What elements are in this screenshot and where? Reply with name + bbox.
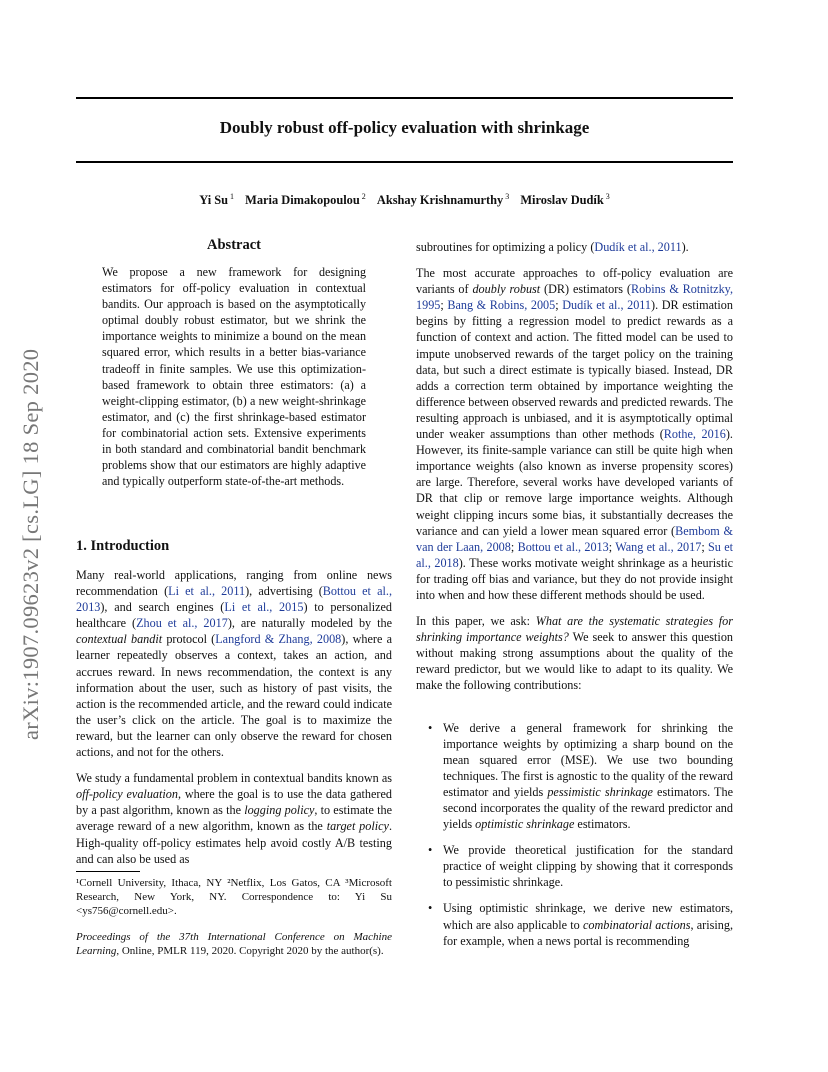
contributions-list — [428, 720, 733, 949]
citation-link[interactable]: Wang et al., 2017 — [615, 539, 702, 554]
bullet-icon: • — [428, 901, 433, 916]
author-list — [76, 192, 733, 208]
citation-link[interactable]: Li et al., 2015 — [224, 600, 304, 615]
citation-link[interactable]: Bang & Robins, 2005 — [447, 298, 556, 313]
list-item: • We provide theoretical justification for the standard practice of weight clipping by showing that it corresponds to pessimistic shrinkage. — [428, 843, 733, 890]
paper-title: Doubly robust off-policy evaluation with shrinkage — [219, 118, 590, 137]
citation-link[interactable]: Rothe, 2016 — [663, 427, 726, 442]
arxiv-identifier: arXiv:1907.09623v2 [cs.LG] 18 Sep 2020 — [18, 348, 43, 740]
bullet-icon: • — [428, 843, 433, 858]
left-column-body — [76, 567, 392, 877]
top-rule — [76, 97, 733, 99]
proceedings-note: Proceedings of the 37th International Conference on Machine Learning, Online, PMLR 119, 2020. Copyright 2020 by the author(s). — [76, 931, 392, 957]
right-column-body — [416, 239, 733, 959]
abstract-heading: Abstract — [207, 237, 261, 253]
right-paragraph-0: subroutines for optimizing a policy (Dudík et al., 2011). — [416, 240, 689, 254]
right-paragraph-2: In this paper, we ask: What are the systematic strategies for shrinking importance weights? We seek to answer this question without making strong assumptions about the quality of the reward predictor, but we would like to adapt to its quality. We make the following contributions: — [416, 614, 734, 693]
citation-link[interactable]: Su et al., 2018 — [416, 539, 734, 570]
citation-link[interactable]: Dudík et al., 2011 — [562, 298, 652, 313]
bullet-icon: • — [428, 720, 433, 735]
section-heading-introduction: 1. Introduction — [76, 538, 170, 554]
title-bottom-rule — [76, 161, 733, 163]
list-item: • We derive a general framework for shrinking the importance weights by optimizing a sharp bound on the mean squared error (MSE). We use two bounding techniques. The first is agnostic to the quality of the reward estimator and yields pessimistic shrinkage estimators. The second incorporates the quality of the reward predictor and yields optimistic shrinkage estimators. — [428, 720, 733, 832]
citation-link[interactable]: Dudík et al., 2011 — [594, 240, 682, 254]
citation-link[interactable]: Bottou et al., 2013 — [76, 584, 392, 615]
citation-link[interactable]: Robins & Rotnitzky, 1995 — [416, 282, 734, 313]
right-paragraph-1: The most accurate approaches to off-policy evaluation are variants of doubly robust (DR) estimators (Robins & Rotnitzky, 1995; Bang & Robins, 2005; Dudík et al., 2011). DR estimation begins by fitting a regression model to predict rewards as a function of context and action. The fitted model can be used to impute unobserved rewards of the target policy on the training data, but such a direct estimate is typically biased. Instead, DR adds a correction term obtained by importance weighting the difference between observed rewards and predicted rewards. The resulting approach is unbiased, and it is asymptotically optimal under weaker assumptions than other methods (Rothe, 2016). However, its finite-sample variance can still be quite high when importance weights (also known as inverse propensity scores) are large. Therefore, several works have developed variants of DR that clip or remove large importance weights. Although weight clipping incurs some bias, it substantially decreases the variance and can yield a lower mean squared error (Bembom & van der Laan, 2008; Bottou et al., 2013; Wang et al., 2017; Su et al., 2018). These works motivate weight shrinkage as a heuristic for trading off bias and variance, but they do not provide insight into when and how these different methods should be used. — [416, 266, 734, 602]
citation-link[interactable]: Li et al., 2011 — [168, 584, 246, 599]
citation-link[interactable]: Zhou et al., 2017 — [136, 616, 228, 631]
list-item: • Using optimistic shrinkage, we derive new estimators, which are also applicable to combinatorial actions, arising, for example, when a news portal is recommending — [428, 901, 733, 948]
citation-link[interactable]: Bembom & van der Laan, 2008 — [416, 523, 733, 554]
footnote-rule — [76, 871, 140, 872]
intro-paragraph-2: We study a fundamental problem in contextual bandits known as off-policy evaluation, where the goal is to use the data gathered by a past algorithm, known as the logging policy, to estimate the average reward of a new algorithm, known as the target policy. High-quality off-policy estimates help avoid costly A/B testing and can also be used as — [76, 771, 392, 866]
affiliations-footnote: ¹Cornell University, Ithaca, NY ²Netflix, Los Gatos, CA ³Microsoft Research, New York, NY. Correspondence to: Yi Su <ys756@cornell.edu>. — [76, 877, 392, 917]
author: Yi Su $^1$ — [199, 192, 235, 208]
author: Maria Dimakopoulou $^2$ — [245, 192, 366, 208]
author: Miroslav Dudík $^3$ — [520, 192, 610, 208]
author: Akshay Krishnamurthy $^3$ — [376, 192, 510, 208]
citation-link[interactable]: Bottou et al., 2013 — [517, 539, 609, 554]
citation-link[interactable]: Langford & Zhang, 2008 — [215, 632, 342, 647]
abstract-text: We propose a new framework for designing estimators for off-policy evaluation in contextual bandits. Our approach is based on the asymptotically optimal doubly robust estimator, but we shrink the importance weights to minimize a bound on the mean squared error, which results in a better bias-variance tradeoff in finite samples. We use this optimization-based framework to obtain three estimators: (a) a weight-clipping estimator, (b) a new weight-shrinkage estimator, and (c) the first shrinkage-based estimator for combinatorial action sets. Extensive experiments in both standard and combinatorial bandit benchmark problems show that our estimators are highly adaptive and typically outperform state-of-the-art methods. — [102, 265, 366, 489]
intro-paragraph-1: Many real-world applications, ranging from online news recommendation (Li et al., 2011), advertising (Bottou et al., 2013), and search engines (Li et al., 2015) to personalized healthcare (Zhou et al., 2017), are naturally modeled by the contextual bandit protocol (Langford & Zhang, 2008), where a learner repeatedly observes a context, takes an action, and accrues reward. In news recommendation, the context is any information about the user, such as history of past visits, the action is the recommended article, and the reward could indicate the user’s click on the article. The goal is to maximize the reward, but the learner can only observe the reward for chosen actions, and not for the others. — [76, 568, 393, 760]
